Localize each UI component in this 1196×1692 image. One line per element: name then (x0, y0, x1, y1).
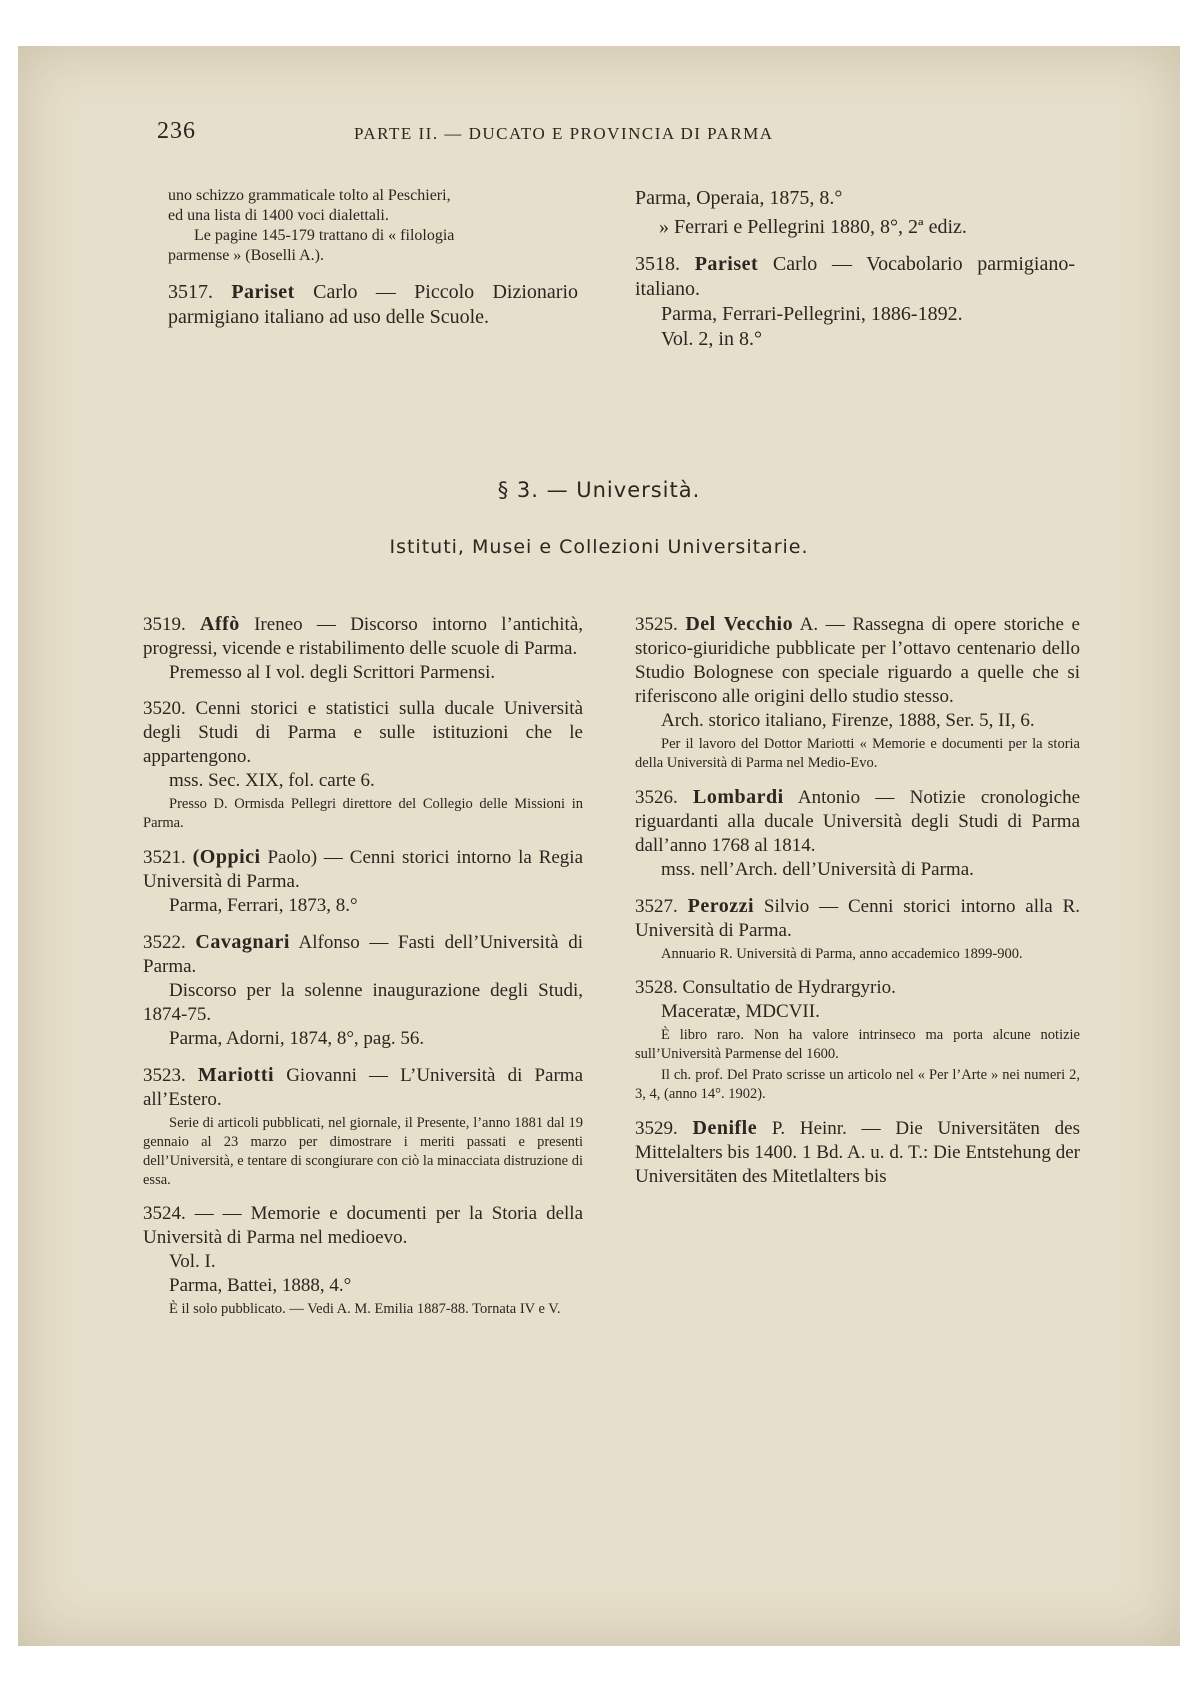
top-left-column (168, 186, 578, 342)
entry-3524 (143, 1202, 583, 1319)
page-number: 236 (157, 118, 196, 144)
entry-number: 3528. (635, 977, 678, 998)
entry-publication: Parma, Ferrari, 1873, 8.° (169, 895, 358, 916)
entry-volume: Vol. 2, in 8.° (661, 328, 762, 350)
entry-number: 3517. (168, 281, 213, 303)
entry-author: Lombardi (693, 786, 784, 808)
entry-author: Del Vecchio (685, 613, 794, 635)
entry-footnote: È il solo pubblicato. — Vedi A. M. Emilia 1887-88. Tornata IV e V. (169, 1301, 561, 1317)
entry-3517 (168, 280, 578, 330)
continuation-note (168, 186, 578, 266)
entry-3526 (635, 785, 1080, 882)
entry-publication: Parma, Battei, 1888, 4.° (169, 1275, 352, 1296)
entry-footnote: Il ch. prof. Del Prato scrisse un articolo nel « Per l’Arte » nei numeri 2, 3, 4, (anno 14°. 1902). (635, 1067, 1080, 1102)
entry-publication: Maceratæ, MDCVII. (661, 1001, 820, 1022)
publication-line: » Ferrari e Pellegrini 1880, 8°, 2ª ediz. (659, 216, 967, 238)
entry-number: 3525. (635, 614, 678, 635)
publication-line: Parma, Operaia, 1875, 8.° (635, 187, 843, 209)
entry-number: 3524. (143, 1203, 186, 1224)
entry-3527 (635, 894, 1080, 964)
entry-3528 (635, 976, 1080, 1104)
entry-text: — — Memorie e documenti per la Storia della Università di Parma nel medioevo. (143, 1203, 584, 1248)
entry-text: Paolo) — Cenni storici intorno la Regia Università di Parma. (143, 847, 584, 892)
entry-number: 3523. (143, 1065, 186, 1086)
entry-author: (Oppici (192, 846, 261, 868)
entry-footnote: Per il lavoro del Dottor Mariotti « Memorie e documenti per la storia della Università di Parma nel Medio-Evo. (635, 736, 1080, 771)
page-header (18, 118, 1180, 148)
entry-number: 3521. (143, 847, 186, 868)
entry-author: Pariset (231, 281, 295, 303)
entry-number: 3520. (143, 698, 186, 719)
entry-volume: Vol. I. (169, 1251, 216, 1272)
entry-publication: Parma, Adorni, 1874, 8°, pag. 56. (169, 1028, 425, 1049)
entry-text: Carlo — Piccolo Dizionario parmigiano italiano ad uso delle Scuole. (168, 281, 578, 328)
book-page (18, 46, 1180, 1646)
top-right-column (635, 186, 1075, 364)
entry-text: P. Heinr. — Die Universitäten des Mittelalters bis 1400. 1 Bd. A. u. d. T.: Die Entstehung der Universitäten des Mitetlalters bis (635, 1118, 1080, 1187)
entry-number: 3529. (635, 1118, 678, 1139)
entry-number: 3518. (635, 253, 680, 275)
entry-note: Discorso per la solenne inaugurazione degli Studi, 1874-75. (143, 980, 583, 1025)
entry-publication: mss. nell’Arch. dell’Università di Parma. (661, 859, 974, 880)
entry-footnote: Presso D. Ormisda Pellegri direttore del Collegio delle Missioni in Parma. (143, 796, 583, 831)
entry-3522 (143, 930, 583, 1051)
entry-text: A. — Rassegna di opere storiche e storico-giuridiche pubblicate per l’ottavo centenario dello Studio Bolognese con speciale riguardo a quelle che si riferiscono alle origini dello studio stesso. (635, 614, 1080, 707)
running-title: PARTE II. — DUCATO E PROVINCIA DI PARMA (354, 124, 774, 143)
entry-footnote: È libro raro. Non ha valore intrinseco ma porta alcune notizie sull’Università Parmense del 1600. (635, 1027, 1080, 1062)
entry-author: Perozzi (687, 895, 755, 917)
section-subtitle: Istituti, Musei e Collezioni Universitarie. (389, 536, 809, 558)
entry-text: Antonio — Notizie cronologiche riguardanti alla ducale Università degli Studi di Parma dall’anno 1768 al 1814. (635, 787, 1081, 856)
entry-3520 (143, 697, 583, 833)
entry-author: Pariset (694, 253, 759, 275)
entry-text: Carlo — Vocabolario parmigiano-italiano. (635, 253, 1075, 300)
entry-3521 (143, 845, 583, 918)
entry-text: Silvio — Cenni storici intorno alla R. Università di Parma. (635, 896, 1081, 941)
entry-publication: Arch. storico italiano, Firenze, 1888, Ser. 5, II, 6. (661, 710, 1035, 731)
entry-text: Alfonso — Fasti dell’Università di Parma. (143, 932, 584, 977)
entry-3529 (635, 1116, 1080, 1189)
entry-3525 (635, 612, 1080, 773)
entry-author: Cavagnari (195, 931, 290, 953)
entry-text: Cenni storici e statistici sulla ducale Università degli Studi di Parma e sulle istituzioni che le appartengono. (143, 698, 583, 767)
entry-number: 3522. (143, 932, 186, 953)
entry-number: 3527. (635, 896, 678, 917)
entry-text: Ireneo — Discorso intorno l’antichità, progressi, vicende e ristabilimento delle scuole di Parma. (143, 614, 584, 659)
entry-number: 3519. (143, 614, 186, 635)
entry-footnote: Serie di articoli pubblicati, nel giornale, il Presente, l’anno 1881 dal 19 gennaio al 23 marzo per dimostrare i meriti passati e presenti dell’Università, e tentare di scongiurare con ciò la minacciata distruzione di essa. (143, 1115, 583, 1188)
right-column (635, 612, 1080, 1201)
entry-3523 (143, 1063, 583, 1190)
section-title: § 3. — Università. (497, 478, 701, 502)
note-line: parmense » (Boselli A.). (168, 247, 324, 264)
note-line: Le pagine 145-179 trattano di « filologia (194, 227, 455, 244)
entry-publication: mss. Sec. XIX, fol. carte 6. (169, 770, 375, 791)
entry-text: Giovanni — L’Università di Parma all’Estero. (143, 1065, 584, 1110)
entry-number: 3526. (635, 787, 678, 808)
entry-3519 (143, 612, 583, 685)
entry-author: Mariotti (197, 1064, 275, 1086)
entry-publication: Parma, Ferrari-Pellegrini, 1886-1892. (661, 303, 963, 325)
entry-3518 (635, 252, 1075, 352)
note-line: uno schizzo grammaticale tolto al Peschieri, (168, 187, 451, 204)
entry-author: Denifle (692, 1117, 758, 1139)
entry-footnote: Annuario R. Università di Parma, anno accademico 1899-900. (661, 946, 1023, 962)
note-line: ed una lista di 1400 voci dialettali. (168, 207, 389, 224)
left-column (143, 612, 583, 1331)
entry-text: Consultatio de Hydrargyrio. (682, 977, 896, 998)
entry-author: Affò (200, 613, 240, 635)
entry-note: Premesso al I vol. degli Scrittori Parmensi. (169, 662, 496, 683)
